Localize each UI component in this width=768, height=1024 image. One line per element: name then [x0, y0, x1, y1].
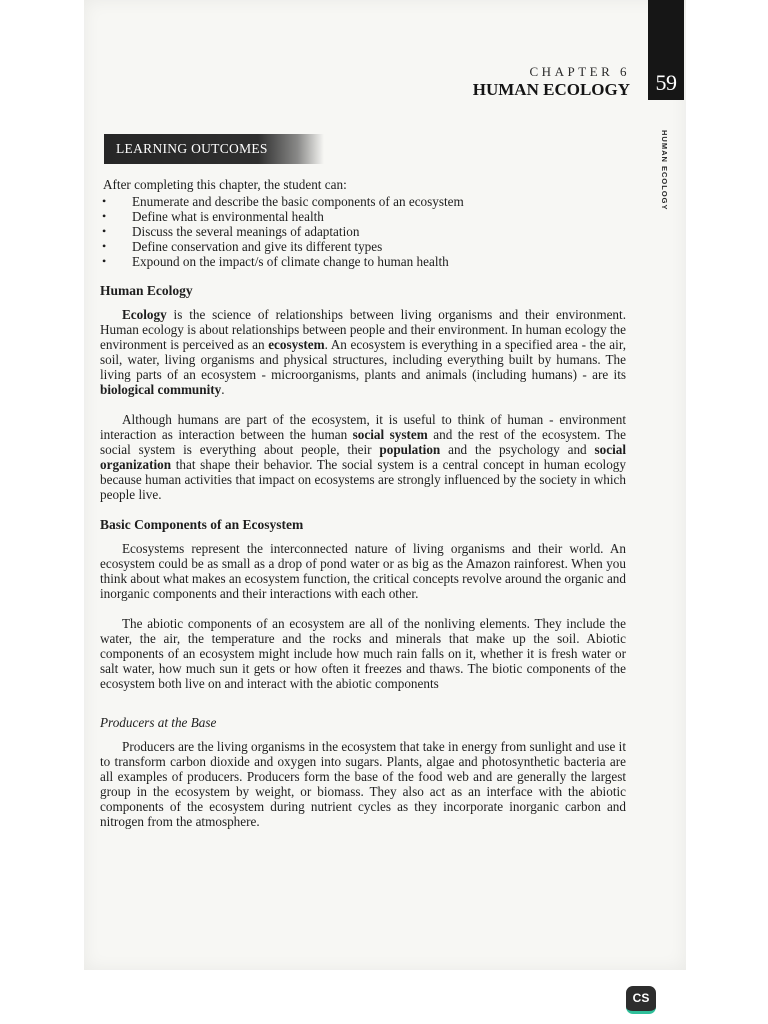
- list-item: • Define conservation and give its different types: [100, 239, 626, 254]
- outcomes-list: [100, 194, 626, 269]
- section-heading-basic-components: Basic Components of an Ecosystem: [100, 517, 304, 532]
- list-item: • Expound on the impact/s of climate change to human health: [100, 254, 626, 269]
- paragraph: Ecology is the science of relationships between living organisms and their environment. Human ecology is about relationships between people and their environment. In human ecology the environment is perceived as an ecosystem. An ecosystem is everything in a specified area - the air, soil, water, living organisms and physical structures, including everything built by humans. The living parts of an ecosystem - microorganisms, plants and animals (including humans) - are its biological community.: [100, 307, 626, 397]
- learning-outcomes-banner: [104, 134, 324, 164]
- paragraph: Although humans are part of the ecosystem, it is useful to think of human - environment interaction as interaction between the human social system and the rest of the ecosystem. The social system is everything about people, their population and the psychology and social organization that shape their behavior. The social system is a central concept in human ecology because human activities that impact on ecosystems are strongly influenced by the society in which people live.: [100, 412, 627, 502]
- page-number: 59: [655, 70, 677, 95]
- chapter-content: [100, 177, 626, 844]
- term: Ecology: [122, 307, 167, 322]
- paragraph: Producers are the living organisms in the ecosystem that take in energy from sunlight and use it to transform carbon dioxide and oxygen into sugars. Plants, algae and photosynthetic bacteria are all examples of producers. Producers form the base of the food web and are generally the largest group in the ecosystem by weight, or biomass. They also act as an interface with the abiotic components of the ecosystem during nutrient cycles as they incorporate inorganic carbon and nitrogen from the atmosphere.: [100, 739, 626, 829]
- paragraph: The abiotic components of an ecosystem are all of the nonliving elements. They include the water, the air, the temperature and the rocks and minerals that make up the soil. Abiotic components of an ecosystem might include how much rain falls on it, whether it is fresh water or salt water, how much sun it gets or how often it freezes and thaws. The biotic components of the ecosystem both live on and interact with the abiotic components: [100, 616, 626, 691]
- section-heading-producers: Producers at the Base: [100, 715, 217, 730]
- chapter-label: CHAPTER 6: [529, 64, 630, 79]
- term: biological community: [100, 382, 222, 397]
- term: social organization: [100, 442, 627, 472]
- learning-outcomes-title: LEARNING OUTCOMES: [116, 141, 268, 156]
- term: social system: [352, 427, 428, 442]
- paragraph: Ecosystems represent the interconnected nature of living organisms and their world. An ecosystem could be as small as a drop of pond water or as big as the Amazon rainforest. When you think about what makes an ecosystem function, the critical concepts revolve around the organic and inorganic components and their interactions with each other.: [100, 541, 626, 601]
- list-item: • Define what is environmental health: [100, 209, 626, 224]
- camscanner-logo: CS: [626, 986, 656, 1014]
- chapter-title: HUMAN ECOLOGY: [472, 80, 630, 99]
- side-running-title: HUMAN ECOLOGY: [660, 130, 669, 211]
- term: population: [379, 442, 441, 457]
- list-item: • Enumerate and describe the basic components of an ecosystem: [100, 194, 626, 209]
- section-heading-human-ecology: Human Ecology: [100, 283, 193, 298]
- list-item: • Discuss the several meanings of adaptation: [100, 224, 626, 239]
- term: ecosystem: [268, 337, 325, 352]
- outcomes-intro: After completing this chapter, the student can:: [103, 177, 347, 192]
